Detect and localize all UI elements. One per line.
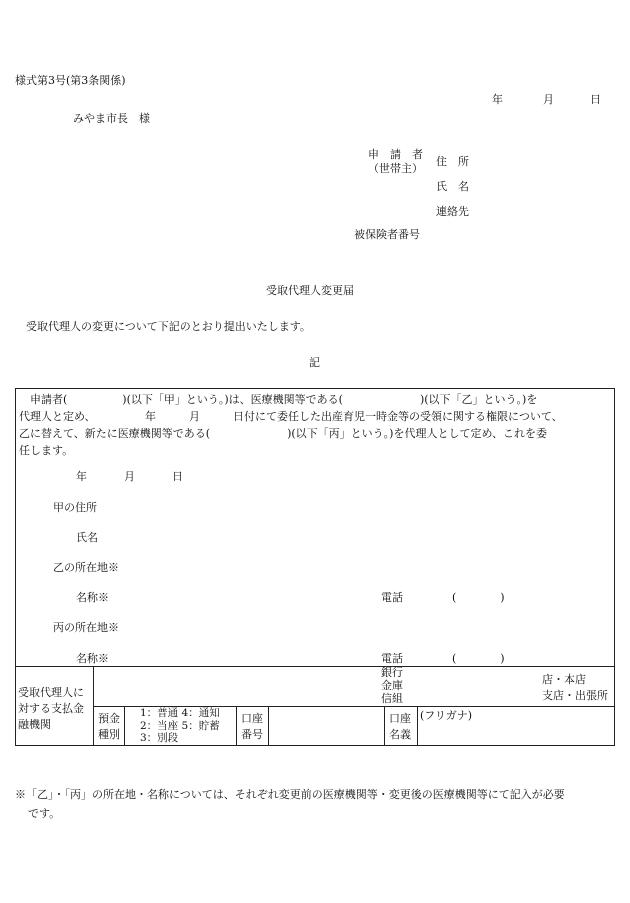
body-date-month: 月 [124,470,135,483]
hei-location-label: 丙の所在地※ [53,621,119,634]
bank-section-label [18,685,84,733]
branch-types-2: 支店・出張所 [542,689,608,702]
ki-label: 記 [309,356,320,369]
delegation-paragraph [19,391,615,459]
deposit-type-label [98,711,120,743]
main-form-box [15,388,615,746]
applicant-label: 申 請 者 [368,148,423,161]
otsu-location-label: 乙の所在地※ [53,561,119,574]
bank-section-label-1: 受取代理人に [18,686,84,699]
otsu-phone-label: 電話 [381,591,403,604]
hei-phone-paren: ( ) [452,652,505,665]
bank-section-top-line [16,666,614,667]
deposit-label-1: 預金 [98,712,120,725]
body-date-year: 年 [76,470,87,483]
account-number-label-1: 口座 [241,712,263,725]
otsu-phone-paren: ( ) [452,591,505,604]
bank-section-label-2: 対する支払金 [18,702,84,715]
footnote-line-2: です。 [28,807,61,820]
account-holder-label [389,711,411,743]
date-month-label: 月 [543,93,554,106]
otsu-name-label: 名称※ [76,591,109,604]
account-number-label [241,711,263,743]
ko-name-label: 氏名 [76,531,98,544]
holder-label-divider [417,706,418,746]
addressee: みやま市長 様 [73,112,150,125]
account-number-divider [384,706,385,746]
account-label-divider [268,706,269,746]
institution-bank: 銀行 [381,666,403,679]
contact-label: 連絡先 [436,205,469,218]
name-label: 氏 名 [436,180,469,193]
account-holder-label-2: 名義 [389,728,411,741]
bank-section-label-3: 融機関 [18,718,51,731]
insured-number-label: 被保険者番号 [354,228,420,241]
date-year-label: 年 [492,93,503,106]
date-day-label: 日 [590,93,601,106]
hei-phone-label: 電話 [381,652,403,665]
deposit-options [140,707,220,745]
deposit-label-divider [124,706,125,746]
deposit-option-row-2: 2：当座 5：貯蓄 [140,719,220,732]
paragraph-line-3: 乙に替えて、新たに医療機関等である( )(以下「丙」という。)を代理人として定め、これを委 [19,427,548,440]
footnote-line-1: ※「乙」・「丙」の所在地・名称については、それぞれ変更前の医療機関等・変更後の医療機関等にて記入が必要 [15,788,565,801]
intro-text: 受取代理人の変更について下記のとおり提出いたします。 [26,320,311,333]
deposit-label-2: 種別 [98,728,120,741]
deposit-options-divider [236,706,237,746]
body-date-day: 日 [172,470,183,483]
institution-shinkumi: 信組 [381,692,403,705]
paragraph-line-1: 申請者( )(以下「甲」という。)は、医療機関等である( )(以下「乙」という。)を [30,393,538,406]
address-label: 住 所 [436,155,469,168]
branch-types-1: 店・本店 [542,673,586,686]
deposit-option-row-3: 3：別段 [140,732,179,744]
deposit-option-row-1: 1：普通 4：通知 [140,707,220,719]
furigana-label: (フリガナ) [420,709,473,722]
hei-name-label: 名称※ [76,652,109,665]
institution-kinko: 金庫 [381,679,403,692]
ko-address-label: 甲の住所 [53,501,97,514]
paragraph-line-4: 任します。 [19,444,74,457]
institution-types [381,666,403,705]
form-number: 様式第3号(第3条関係) [15,74,126,87]
applicant-sublabel: （世帯主） [368,162,423,175]
paragraph-line-2: 代理人と定め、 年 月 日付にて委任した出産育児一時金等の受領に関する権限について、 [19,410,563,423]
document-title: 受取代理人変更届 [266,284,354,297]
account-number-label-2: 番号 [241,728,263,741]
account-holder-label-1: 口座 [389,712,411,725]
